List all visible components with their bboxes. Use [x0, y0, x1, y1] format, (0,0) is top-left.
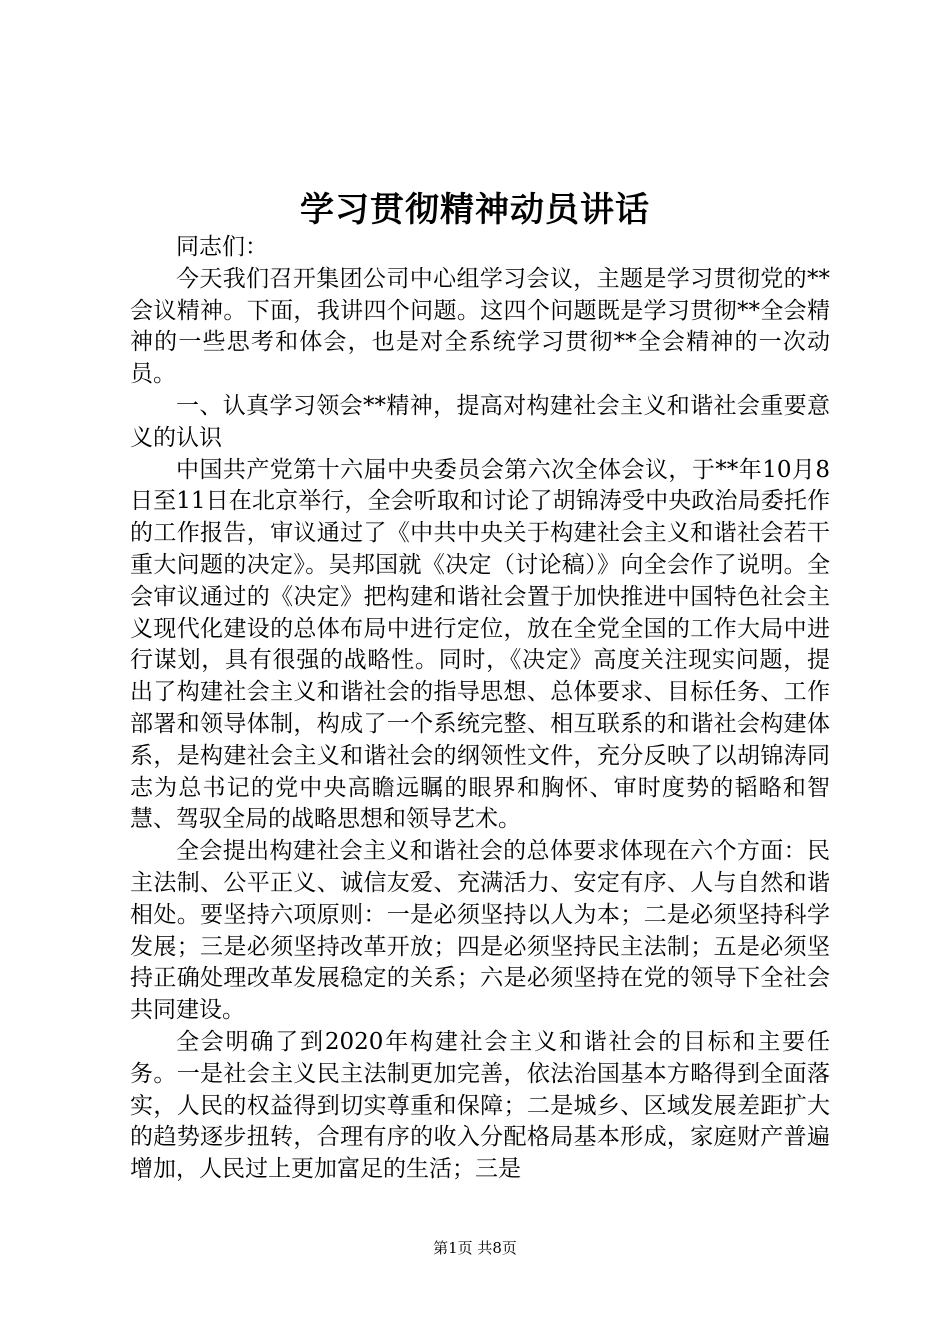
- intro-paragraph: 今天我们召开集团公司中心组学习会议，主题是学习贯彻党的**会议精神。下面，我讲四个问题。这四个问题既是学习贯彻**全会精神的一些思考和体会，也是对全系统学习贯彻**全会精神的一次动员。: [130, 265, 830, 388]
- section-heading-one: 一、认真学习领会**精神，提高对构建社会主义和谐社会重要意义的认识: [130, 392, 830, 451]
- body-paragraph: 全会提出构建社会主义和谐社会的总体要求体现在六个方面：民主法制、公平正义、诚信友爱、充满活力、安定有序、人与自然和谐相处。要坚持六项原则：一是必须坚持以人为本；二是必须坚持科学发展；三是必须坚持改革开放；四是必须坚持民主法制；五是必须坚持正确处理改革发展稳定的关系；六是必须坚持在党的领导下全社会共同建设。: [130, 838, 830, 1024]
- page-number-footer: 第1页 共8页: [433, 1239, 517, 1257]
- salutation: 同志们：: [176, 234, 268, 260]
- document-body: [130, 232, 830, 1186]
- body-paragraph: 中国共产党第十六届中央委员会第六次全体会议，于**年10月8日至11日在北京举行，全会听取和讨论了胡锦涛受中央政治局委托作的工作报告，审议通过了《中共中央关于构建社会主义和谐社会若干重大问题的决定》。吴邦国就《决定（讨论稿）》向全会作了说明。全会审议通过的《决定》把构建和谐社会置于加快推进中国特色社会主义现代化建设的总体布局中进行定位，放在全党全国的工作大局中进行谋划，具有很强的战略性。同时，《决定》高度关注现实问题，提出了构建社会主义和谐社会的指导思想、总体要求、目标任务、工作部署和领导体制，构成了一个系统完整、相互联系的和谐社会构建体系，是构建社会主义和谐社会的纲领性文件，充分反映了以胡锦涛同志为总书记的党中央高瞻远瞩的眼界和胸怀、审时度势的韬略和智慧、驾驭全局的战略思想和领导艺术。: [130, 456, 830, 833]
- body-paragraph: 全会明确了到2020年构建社会主义和谐社会的目标和主要任务。一是社会主义民主法制更加完善，依法治国基本方略得到全面落实，人民的权益得到切实尊重和保障；二是城乡、区域发展差距扩大的趋势逐步扭转，合理有序的收入分配格局基本形成，家庭财产普遍增加，人民过上更加富足的生活；三是: [130, 1028, 830, 1183]
- document-title: 学习贯彻精神动员讲话: [300, 190, 650, 230]
